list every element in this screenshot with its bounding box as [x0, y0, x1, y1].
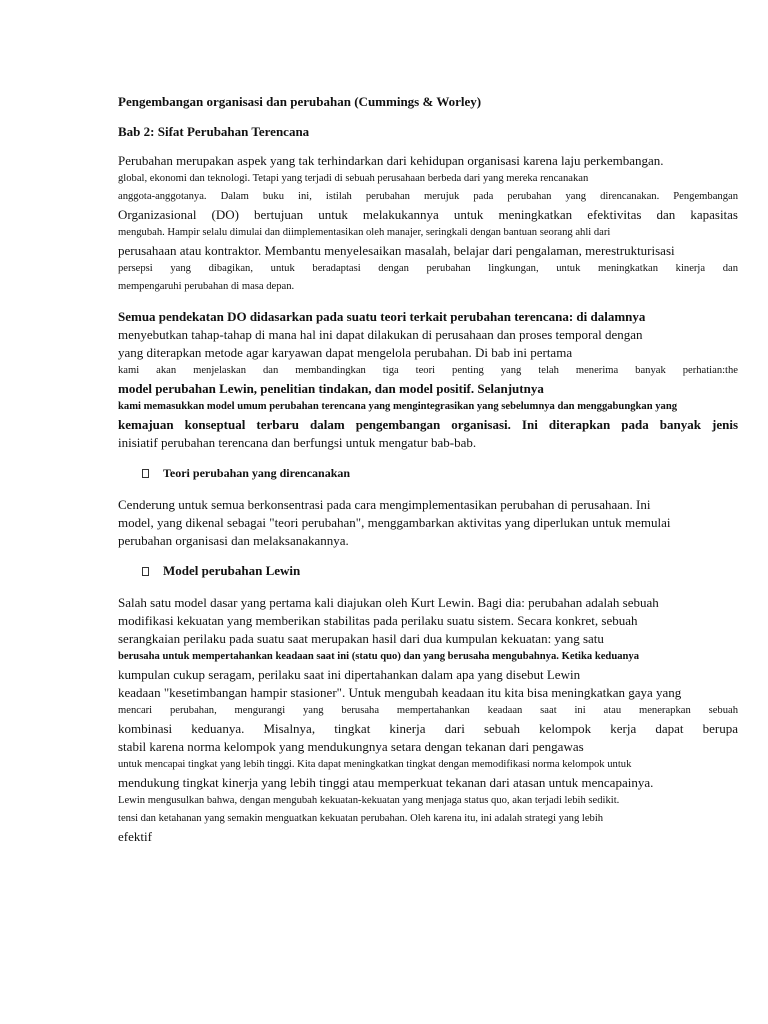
bullet-heading-text: Teori perubahan yang direncanakan [163, 465, 351, 480]
text-line: Organizasional (DO) bertujuan untuk melakukannya untuk meningkatkan efektivitas dan kapasitas [118, 207, 738, 222]
text-line: Lewin mengusulkan bahwa, dengan mengubah kekuatan-kekuatan yang menjaga status quo, akan terjadi lebih sedikit. [118, 795, 620, 806]
text-line: perubahan organisasi dan melaksanakannya. [118, 533, 349, 548]
paragraph-lewin [118, 594, 738, 846]
text-line: model perubahan Lewin, penelitian tindakan, dan model positif. Selanjutnya [118, 381, 544, 396]
text-line: Salah satu model dasar yang pertama kali diajukan oleh Kurt Lewin. Bagi dia: perubahan adalah sebuah [118, 595, 659, 610]
text-line: mengubah. Hampir selalu dimulai dan diimplementasikan oleh manajer, seringkali dengan bantuan seorang ahli dari [118, 227, 611, 238]
text-line: inisiatif perubahan terencana dan berfungsi untuk mengatur bab-bab. [118, 435, 477, 450]
text-line: berusaha untuk mempertahankan keadaan saat ini (statu quo) dan yang berusaha mengubahnya. Ketika keduanya [118, 651, 639, 662]
text-line: mendukung tingkat kinerja yang lebih tinggi atau memperkuat tekanan dari atasan untuk mencapainya. [118, 775, 654, 790]
text-line: kami akan menjelaskan dan membandingkan tiga teori penting yang telah menerima banyak perhatian:the [118, 365, 738, 376]
text-line: kumpulan cukup seragam, perilaku saat ini dipertahankan dalam apa yang disebut Lewin [118, 667, 581, 682]
bullet-box-icon [142, 567, 149, 576]
text-line: mempengaruhi perubahan di masa depan. [118, 281, 295, 292]
text-line: kemajuan konseptual terbaru dalam pengembangan organisasi. Ini diterapkan pada banyak jenis [118, 417, 738, 432]
bullet-heading-planned-change [142, 464, 738, 482]
bullet-box-icon [142, 469, 149, 478]
text-line: mencari perubahan, mengurangi yang berusaha mempertahankan keadaan saat ini atau menerapkan sebuah [118, 705, 738, 716]
text-line: untuk mencapai tingkat yang lebih tinggi. Kita dapat meningkatkan tingkat dengan memodifikasi norma kelompok untuk [118, 759, 632, 770]
text-line: kombinasi keduanya. Misalnya, tingkat kinerja dari sebuah kelompok kerja dapat berupa [118, 721, 738, 736]
document-body [118, 93, 738, 858]
text-line: keadaan "kesetimbangan hampir stasioner". Untuk mengubah keadaan itu kita bisa meningkatkan gaya yang [118, 685, 682, 700]
text-line: tensi dan ketahanan yang semakin menguatkan kekuatan perubahan. Oleh karena itu, ini adalah strategi yang lebih [118, 813, 604, 824]
text-line: Cenderung untuk semua berkonsentrasi pada cara mengimplementasikan perubahan di perusahaan. Ini [118, 497, 651, 512]
text-line: global, ekonomi dan teknologi. Tetapi yang terjadi di sebuah perusahaan berbeda dari yang mereka rencanakan [118, 173, 589, 184]
text-line: Semua pendekatan DO didasarkan pada suatu teori terkait perubahan terencana: di dalamnya [118, 309, 646, 324]
document-title: Pengembangan organisasi dan perubahan (Cummings & Worley) [118, 94, 482, 109]
paragraph-approaches [118, 308, 738, 452]
paragraph-change-theory [118, 496, 738, 550]
bullet-heading-lewin-model [142, 562, 738, 580]
text-line: Perubahan merupakan aspek yang tak terhindarkan dari kehidupan organisasi karena laju perkembangan. [118, 153, 664, 168]
text-line: model, yang dikenal sebagai "teori perubahan", menggambarkan aktivitas yang diperlukan untuk memulai [118, 515, 671, 530]
text-line: yang diterapkan metode agar karyawan dapat mengelola perubahan. Di bab ini pertama [118, 345, 573, 360]
paragraph-intro [118, 152, 738, 296]
chapter-heading: Bab 2: Sifat Perubahan Terencana [118, 124, 310, 139]
text-line: modifikasi kekuatan yang memberikan stabilitas pada perilaku suatu sistem. Secara konkret, sebuah [118, 613, 638, 628]
bullet-heading-text: Model perubahan Lewin [163, 563, 301, 578]
text-line: kami memasukkan model umum perubahan terencana yang mengintegrasikan yang sebelumnya dan menggabungkan yang [118, 401, 678, 412]
text-line: perusahaan atau kontraktor. Membantu menyelesaikan masalah, belajar dari pengalaman, merestrukturisasi [118, 243, 675, 258]
text-line: persepsi yang dibagikan, untuk beradaptasi dengan perubahan lingkungan, untuk meningkatkan kinerja dan [118, 263, 738, 274]
text-line: menyebutkan tahap-tahap di mana hal ini dapat dilakukan di perusahaan dan proses temporal dengan [118, 327, 643, 342]
text-line: stabil karena norma kelompok yang mendukungnya setara dengan tekanan dari pengawas [118, 739, 584, 754]
text-line: serangkaian perilaku pada suatu saat merupakan hasil dari dua kumpulan kekuatan: yang satu [118, 631, 604, 646]
text-line: anggota-anggotanya. Dalam buku ini, istilah perubahan merujuk pada perubahan yang direncanakan. Pengembangan [118, 191, 738, 202]
text-line: efektif [118, 829, 152, 844]
